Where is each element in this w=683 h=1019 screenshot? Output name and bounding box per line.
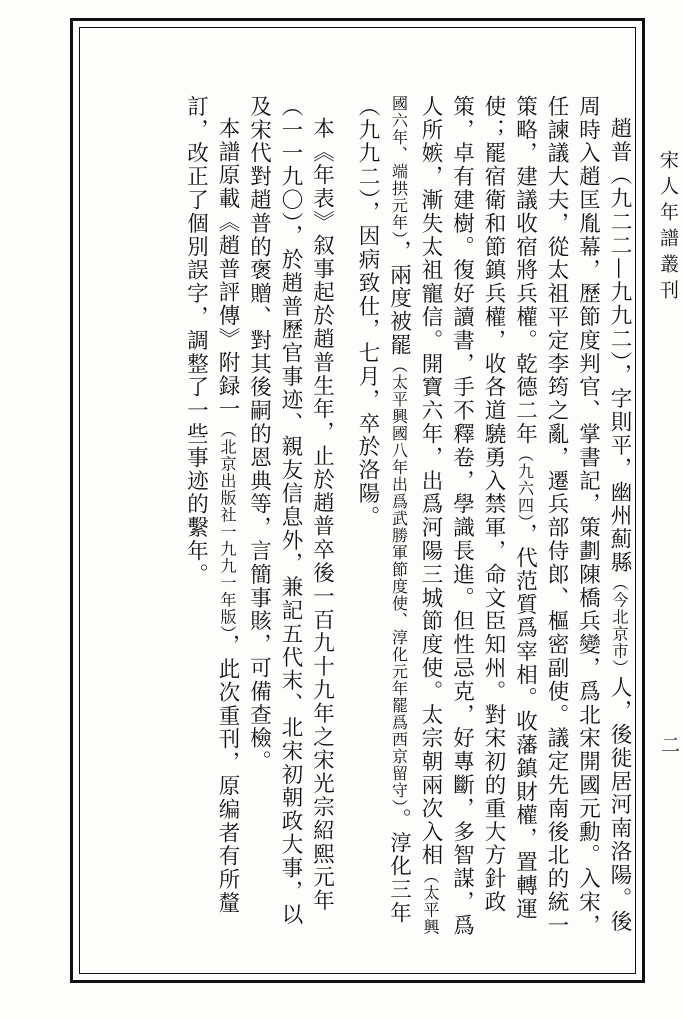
paragraph-biography xyxy=(352,95,636,945)
text-segment: 趙普（九二二—九九二），字則平，幽州薊縣 xyxy=(607,116,632,574)
text-segment: ，兩度被罷 xyxy=(386,240,412,357)
paragraph-source-note xyxy=(180,95,243,945)
text-segment: 本譜原載《趙普評傳》附録一 xyxy=(215,116,240,421)
text-segment: 人，後徙居河南洛陽。後周時入趙匡胤幕，歷節度判官、掌書記，策劃陳橋兵變，爲北宋開國元勳。入宋，任諫議大夫，從太祖平定李筠之亂，遷兵部侍郎、樞密副使。議定先南後北的統一策略，建議收宿將兵權。乾德二年 xyxy=(512,95,632,938)
text-segment: 。淳化三年（九九二），因病致仕，七月，卒於洛陽。 xyxy=(355,95,412,925)
paragraph-chronology-scope xyxy=(243,95,338,945)
text-segment: ，代范質爲宰相。收藩鎮財權，置轉運使；罷宿衛和節鎮兵權，收各道驍勇入禁軍，命文臣知州。對宋初的重大方針政策，卓有建樹。復好讀書，手不釋卷，學識長進。但性忌克，好專斷，多智謀，爲人所嫉，漸失太祖寵信。開寶六年，出爲河陽三城節度使。太宗朝兩次入相 xyxy=(418,95,538,938)
annotation-note: （太平興國八年出爲武勝軍節度使、淳化元年罷爲西京留守） xyxy=(389,357,409,808)
text-segment: ，此次重刊，原编者有所釐訂，改正了個別誤字，調整了一些事迹的繫年。 xyxy=(183,95,240,915)
annotation-note: （北京出版社一九九一年版） xyxy=(218,420,237,634)
main-text xyxy=(180,95,635,945)
text-segment: 本《年表》叙事起於趙普生年，止於趙普卒後一百九十九年之宋光宗紹熙元年（一一九〇），於趙普歷官事迹、親友信息外，兼記五代末、北宋初朝政大事，以及宋代對趙普的褒贈、對其後嗣的恩典等，言簡事賅，可備查檢。 xyxy=(246,95,335,927)
annotation-note: （今北京市） xyxy=(610,573,629,676)
book-title-header: 宋人年譜叢刊 xyxy=(657,150,679,306)
annotation-note: （九六四） xyxy=(515,446,535,523)
page-number: 二 xyxy=(658,735,680,754)
annotation-note: （太平興國六年、端拱元年） xyxy=(389,95,440,936)
